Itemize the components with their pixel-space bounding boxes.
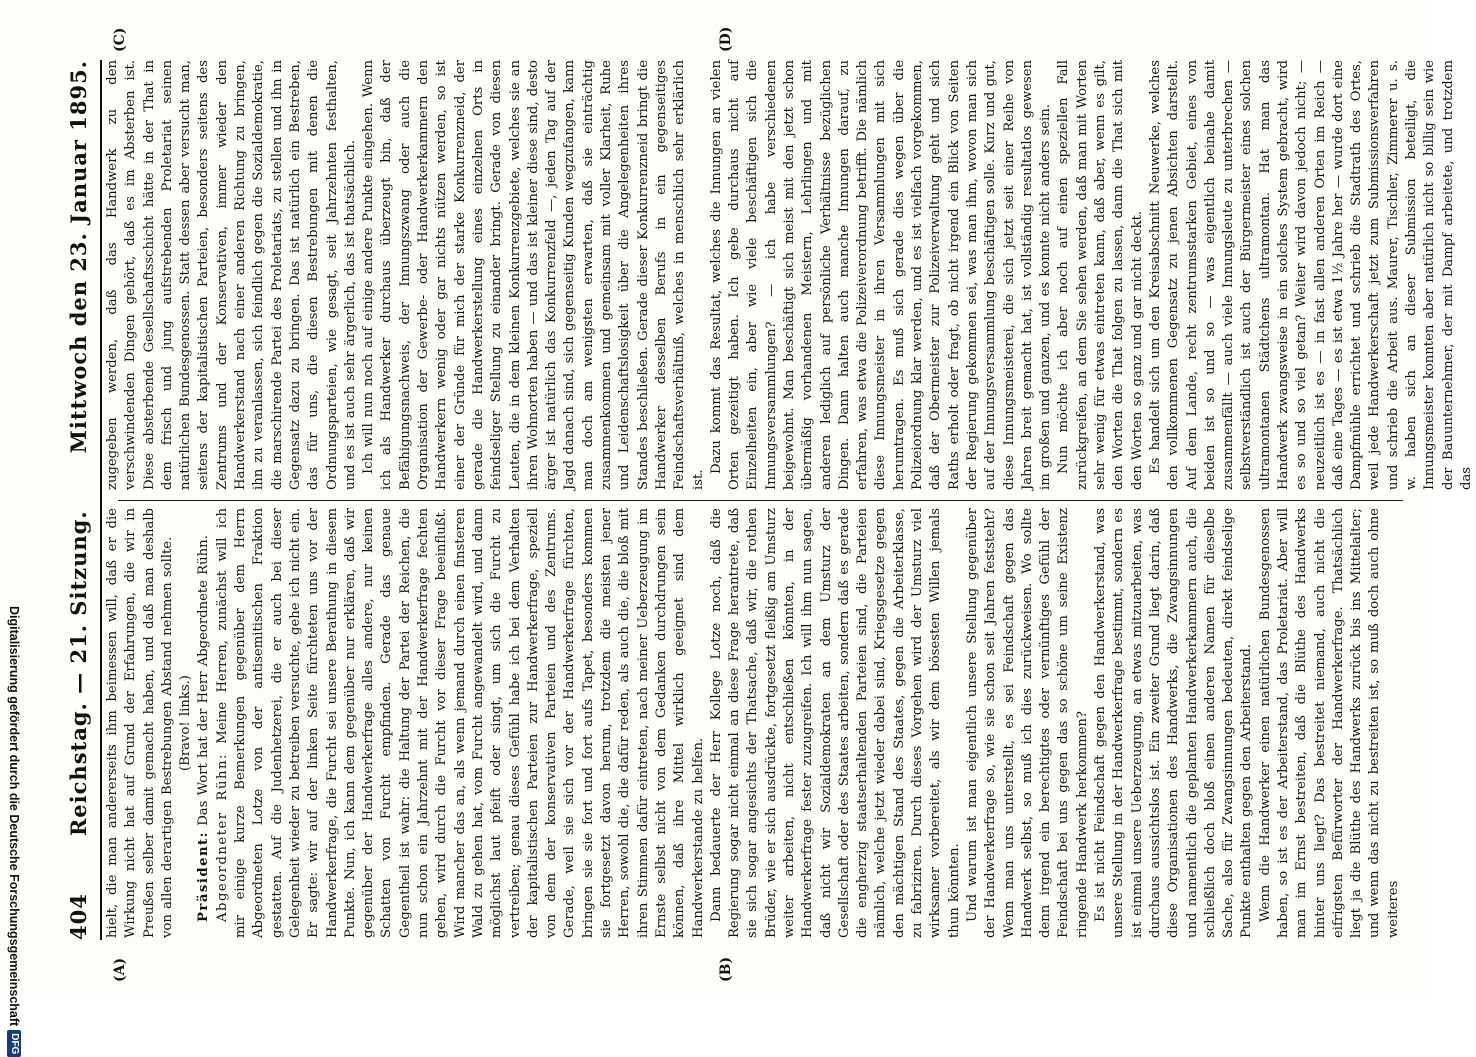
paragraph: hielt, die man andererseits ihm beimessen will, daß er die Wirkung nicht hat auf Grund der Erfahrungen, die wir in Preußen selber damit gemacht haben, und daß man deshalb von allen derartigen Bestrebungen Abstand nehmen sollte. xyxy=(105,508,175,938)
footer-text: Digitalisierung gefördert durch die Deutsche Forschungsgemeinschaft xyxy=(7,606,21,1027)
paragraph xyxy=(195,508,213,938)
margin-marker-c: (C) xyxy=(112,27,128,52)
speech-text: Meine Herren, zunächst will ich mir einige kurze Bemerkungen gegenüber dem Herrn Abgeordneten Lotze von der antisemitischen Fraktion gestatten. Auf die Judenhetzerei, die er auch bei dieser Gelegenheit wieder zu betreiben versuchte, gehe ich nicht ein. Er sagte: wir auf der linken Seite fürchteten uns vor der Handwerkerfrage, die Furcht sei unsere Berathung in diesem Punkte. Nun, ich kann dem gegenüber nur erklären, daß wir gegenüber der Handwerkerfrage alles andere, nur keinen Schatten von Furcht empfinden. Gerade das genaue Gegentheil ist wahr: die Haltung der Partei der Reichen, die nun schon ein Jahrzehnt mit der Handwerkerfrage fechten gehen, wird durch die Furcht vor dieser Frage beeinflußt. Wird mancher das an, als wenn jemand durch einen finsteren Wald zu gehen hat, vom Furcht angewandelt wird, und dann möglichst laut pfeift oder singt, um sich die Furcht zu vertreiben; genau dieses Gefühl habe ich bei dem Verhalten der kapitalistischen Parteien zur Handwerkerfrage, speziell von dem der konservativen Parteien und des Zentrums. Gerade, weil sie sich vor der Handwerkerfrage fürchten, bringen sie sie fort und fort aufs Tapet, besonders kommen sie fortgesetzt davon herum, trotzdem die meisten jener Herren, sowohl die, die dafür reden, als auch die, die bloß mit ihren Stimmen dafür eintreten, nach meiner Ueberzeugung im Ernste selbst nicht von dem Gedanken durchdrungen sein können, daß ihre Mittel wirklich geeignet sind dem Handwerkerstande zu helfen. xyxy=(214,507,706,938)
paragraph: Es ist nicht Feindschaft gegen den Handwerkerstand, was unsere Stellung in der Handwerkerfrage bestimmt, sondern es ist einmal unsere Ueberzeugung, an etwas mitzuarbeiten, was durchaus aussichtslos ist. Ein zweiter Grund liegt darin, daß diese Organisationen des Handwerks, die Zwangsinnungen und namentlich die geplanten Handwerkerkammern auch, die schließlich doch bloß einen anderen Namen für dieselbe Sache, also für Zwangsinnungen bedeuten, direkt feindselige Punkte enthalten gegen den Arbeiterstand. xyxy=(1093,508,1255,938)
paragraph xyxy=(214,508,708,938)
margin-marker-d: (D) xyxy=(718,26,734,52)
dfg-logo-icon: DFG xyxy=(7,1030,21,1057)
speaker-name: Präsident: xyxy=(196,830,212,922)
speech-text: Das Wort hat der Herr Abgeordnete Rühn. xyxy=(196,535,212,831)
column-divider xyxy=(118,500,1403,501)
paragraph: Wenn die Handwerker einen natürlichen Bundesgenossen haben, so ist es der Arbeiterstand, das Proletariat. Aber will man im Ernst bestreiten, daß die Blüthe des Handwerks hinter uns liegt? Das bestreitet niemand, auch nicht die eifrigsten Befürworter der Handwerkerfrage. Thatsächlich liegt ja die Blüthe des Handwerks zurück bis ins Mittelalter; und wenn das nicht zu bestreiten ist, so muß doch auch ohne weiteres xyxy=(1257,508,1401,938)
paragraph: Nun möchte ich aber noch auf einen speziellen Fall zurückgreifen, an dem Sie sehen werden, daß man mit Worten sehr wenig für etwas eintreten kann, daß aber, wenn es gilt, den Worten die That folgen zu lassen, dann die That sich mit den Worten so ganz und gar nicht deckt. xyxy=(1056,60,1145,490)
paragraph: zugegeben werden, daß das Handwerk zu den verschwindenden Dingen gehört, daß es im Absterben ist. Diese absterbende Gesellschaftsschicht hätte in der That in dem frisch und jung aufstrebenden Proletariat seinen natürlichen Bundesgenossen. Statt dessen aber versucht man, seitens der kapitalistischen Parteien, besonders seitens des Zentrums und der Konservativen, immer wieder den Handwerkerstand nach einer anderen Richtung zu bringen, ihn zu veranlassen, sich feindlich gegen die Sozialdemokratie, die marschirende Partei des Proletariats, zu stellen und ihn in Gegensatz dazu zu bringen. Das ist natürlich ein Bestreben, das für uns, die diesen Bestrebungen mit denen die Ordnungsparteien, wie gesagt, seit Jahrzehnten festhalten, und es ist auch sehr ärgerlich, das ist thatsächlich. xyxy=(105,60,358,490)
page-header xyxy=(62,60,94,940)
paragraph: Dann bedauerte der Herr Kollege Lotze noch, daß die Regierung sogar nicht einmal an diese Frage herantrete, daß sie sich sogar angesichts der Thatsache, daß wir, die rothen Brüder, wie er sich ausdrückte, fortgesetzt fleißig am Umsturz weiter arbeiten, nicht entschließen könnten, in der Handwerkerfrage fester zuzugreifen. Ich will ihm nun sagen, daß nicht wir Sozialdemokraten an dem Umsturz der Gesellschaft oder des Staates arbeiten, sondern daß es gerade die engherzig staatserhaltenden Parteien sind, die Parteien nämlich, welche jetzt wieder dabei sind, Kriegsgesetze gegen den mächtigen Stand des Staates, gegen die Arbeiterklasse, zu fabriziren. Durch dieses Vorgehen wird der Umsturz viel wirksamer vorbereitet, als wir dem bösesten Willen jemals thun könnten. xyxy=(708,508,962,938)
header-rule xyxy=(100,60,102,940)
right-column xyxy=(104,60,1474,490)
paragraph: Ich will nun noch auf einige andere Punkte eingehen. Wenn ich als Handwerker durchaus überzeugt bin, daß der Befähigungsnachweis, der Innungszwang oder auch die Organisation der Gewerbe- oder Handwerkerkammern den Handwerkern wenig oder gar nichts nützen werden, so ist einer der Gründe für mich der starke Konkurrenzneid, der gerade die Handwerkerstellung eines einzelnen Orts in feindseliger Stellung zu einander bringt. Gerade von diesen Leuten, die in dem kleinen Konkurrenzgebiete, welches sie an ihren Wohnorten haben — und das ist kleiner diese sind, desto ärger ist natürlich das Konkurrenzfeld —, jeden Tag auf der Jagd danach sind, sich gegenseitig Kunden wegzufangen, kann man doch am wenigsten erwarten, daß sie einträchtig zusammenkommen und gemeinsam mit voller Klarheit, Ruhe und Leidenschaftslosigkeit über die Angelegenheiten ihres Standes beschließen. Gerade dieser Konkurrenzneid bringt die Handwerker desselben Berufs in ein gegenseitiges Feindschaftsverhältniß, welches in menschlich sehr erklärlich ist. xyxy=(361,60,706,490)
paragraph: Dazu kommt das Resultat, welches die Innungen an vielen Orten gezeitigt haben. Ich gebe durchaus nicht auf Einzelheiten ein, aber wie viele beschäftigen sich die Innungsversammlungen? — ich habe verschiedenen beigewohnt. Man beschäftigt sich meist mit den jetzt schon übermäßig vorhandenen Meistern, Lehrlingen und mit anderen lediglich auf persönliche Verhältnisse bezüglichen Dingen. Dann halten auch manche Innungen darauf, zu erfahren, was etwa die Polizeiverordnung betrifft. Die nämlich diese Innungsmeister in ihren Versammlungen mit sich herumtragen. Es muß sich gerade dies wegen über die Polizeiordnung klar werden, und es ist vielfach vorgekommen, daß der Obermeister zur Polizeiverwaltung geht und sich Raths erholt oder fragt, ob nicht irgend ein Blick von Seiten der Regierung gekommen sei, was man ihm, wovon man sich auf der Innungsversammlung beschäftigen solle. Kurz und gut, diese Innungsmeisterei, die sich jetzt seit einer Reihe von Jahren breit gemacht hat, ist vollständig resultatlos gewesen im großen und ganzen, und es konnte nicht anders sein. xyxy=(708,60,1054,490)
margin-marker-b: (B) xyxy=(718,956,734,982)
digitization-footer xyxy=(2,606,30,1055)
margin-marker-a: (A) xyxy=(112,957,128,982)
header-date: Mittwoch den 23. Januar 1895. xyxy=(65,60,91,454)
paragraph: Es handelt sich um den Kreisabschnitt Neuwerke, welches den vollkommenen Gegensatz zu jenen Absichten darstellt. Auf dem Lande, recht zentrumsstarken Gebiet, eines von beiden ist so und so — was eigentlich beinahe damit zusammenfällt — auch viele Innungsleute zu unterbrechen — selbstverständlich ist auch der Bürgermeister eines solchen ultramontanen Städtchens ultramontan. Hat man das Handwerk zwangsweise in ein solches System gebracht, wird es so und so viel getan? Weiter wird davon jedoch nicht; — neuzeitlich ist es — in fast allen anderen Orten im Reich — daß eine Tages — es ist etwa 1½ Jahre her — wurde dort eine Dampfmühle errichtet und schrieb die Stadtrath des Ortes, weil jede Handwerkerschaft jetzt zum Submissionsverfahren und schrieb die Arbeit aus. Maurer, Tischler, Zimmerer u. s. w. haben sich an dieser Submission beteiligt, die Innungsmeister konnten aber natürlich nicht so billig sein wie der Bauunternehmer, der mit Dampf arbeitete, und trotzdem das xyxy=(1147,60,1474,490)
page-number: 404 xyxy=(65,893,91,940)
paragraph: Und warum ist man eigentlich unsere Stellung gegenüber der Handwerkerfrage so, wie sie schon seit Jahren feststeht? Wenn man uns unterstellt, es sei Feindschaft gegen das Handwerk selbst, so muß ich dies zurückweisen. Wo sollte denn irgend ein berechtigtes oder vernünftiges Gefühl der Feindschaft bei uns gegen das so schöne um seine Existenz ringende Handwerk herkommen? xyxy=(964,508,1090,938)
applause-note: (Bravo! links.) xyxy=(178,675,194,771)
left-column xyxy=(104,508,1404,938)
header-title: Reichstag. — 21. Sitzung. xyxy=(65,510,91,837)
speaker-name: Abgeordneter Rühn: xyxy=(214,753,230,922)
